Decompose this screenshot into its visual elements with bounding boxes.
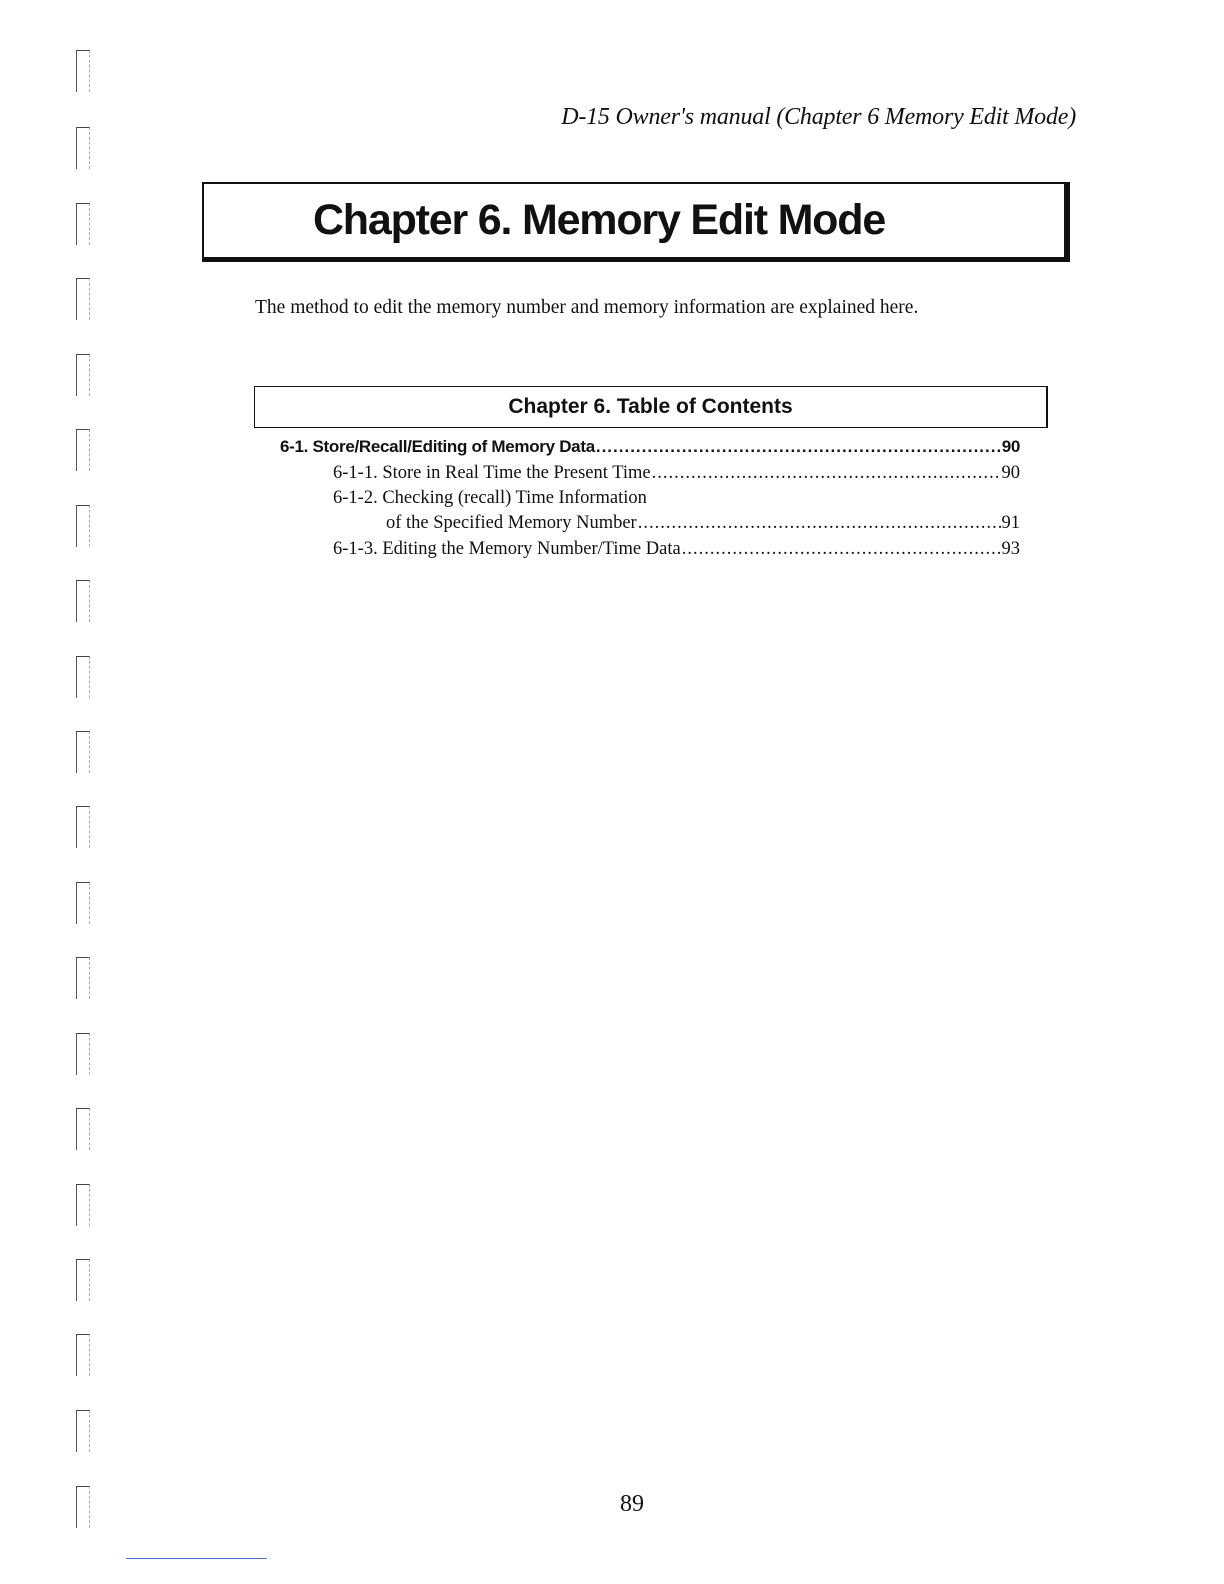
chapter-title-box — [202, 182, 1070, 262]
toc-entry-subsection[interactable] — [333, 463, 1020, 484]
toc-leader-dots — [652, 463, 1001, 484]
toc-entry-subsection[interactable] — [333, 539, 1020, 560]
toc-entry-page: 90 — [1001, 463, 1020, 483]
binder-hole-mark — [76, 505, 90, 547]
binder-hole-mark — [76, 806, 90, 848]
toc-title: Chapter 6. Table of Contents — [508, 395, 793, 418]
binder-hole-mark — [76, 1184, 90, 1226]
toc-entry-section[interactable] — [280, 437, 1020, 457]
toc-entry-label: 6-1. Store/Recall/Editing of Memory Data — [280, 437, 595, 456]
running-header: D-15 Owner's manual (Chapter 6 Memory Edit Mode) — [561, 104, 1076, 130]
binder-hole-mark — [76, 278, 90, 320]
toc-leader-dots — [596, 437, 1001, 457]
binder-hole-mark — [76, 50, 90, 92]
chapter-title: Chapter 6. Memory Edit Mode — [312, 196, 886, 244]
binder-hole-mark — [76, 354, 90, 396]
bottom-divider — [126, 1558, 267, 1559]
binder-hole-mark — [76, 127, 90, 169]
toc-leader-dots — [638, 513, 1001, 534]
binder-hole-mark — [76, 957, 90, 999]
toc-entry-page: 90 — [1001, 437, 1020, 456]
toc-entry-subsection-line2[interactable] — [386, 513, 1020, 534]
toc-leader-dots — [682, 539, 1001, 560]
toc-entry-page: 93 — [1001, 539, 1020, 559]
page-number: 89 — [620, 1491, 644, 1517]
binder-hole-mark — [76, 731, 90, 773]
binder-hole-mark — [76, 1108, 90, 1150]
binder-hole-mark — [76, 656, 90, 698]
binder-hole-mark — [76, 429, 90, 471]
toc-entry-label: 6-1-1. Store in Real Time the Present Time — [333, 463, 651, 483]
binder-hole-mark — [76, 1334, 90, 1376]
toc-entry-page: 91 — [1001, 513, 1020, 533]
binder-hole-mark — [76, 1259, 90, 1301]
toc-title-box — [254, 386, 1048, 428]
intro-paragraph: The method to edit the memory number and memory information are explained here. — [255, 297, 919, 318]
toc-entry-subsection-line1[interactable]: 6-1-2. Checking (recall) Time Information — [333, 488, 647, 508]
binder-hole-mark — [76, 1410, 90, 1452]
toc-entry-label: 6-1-3. Editing the Memory Number/Time Data — [333, 539, 681, 559]
toc-entry-label: of the Specified Memory Number — [386, 513, 637, 533]
binder-hole-mark — [76, 1033, 90, 1075]
binder-hole-mark — [76, 580, 90, 622]
binder-hole-mark — [76, 203, 90, 245]
binder-hole-mark — [76, 882, 90, 924]
